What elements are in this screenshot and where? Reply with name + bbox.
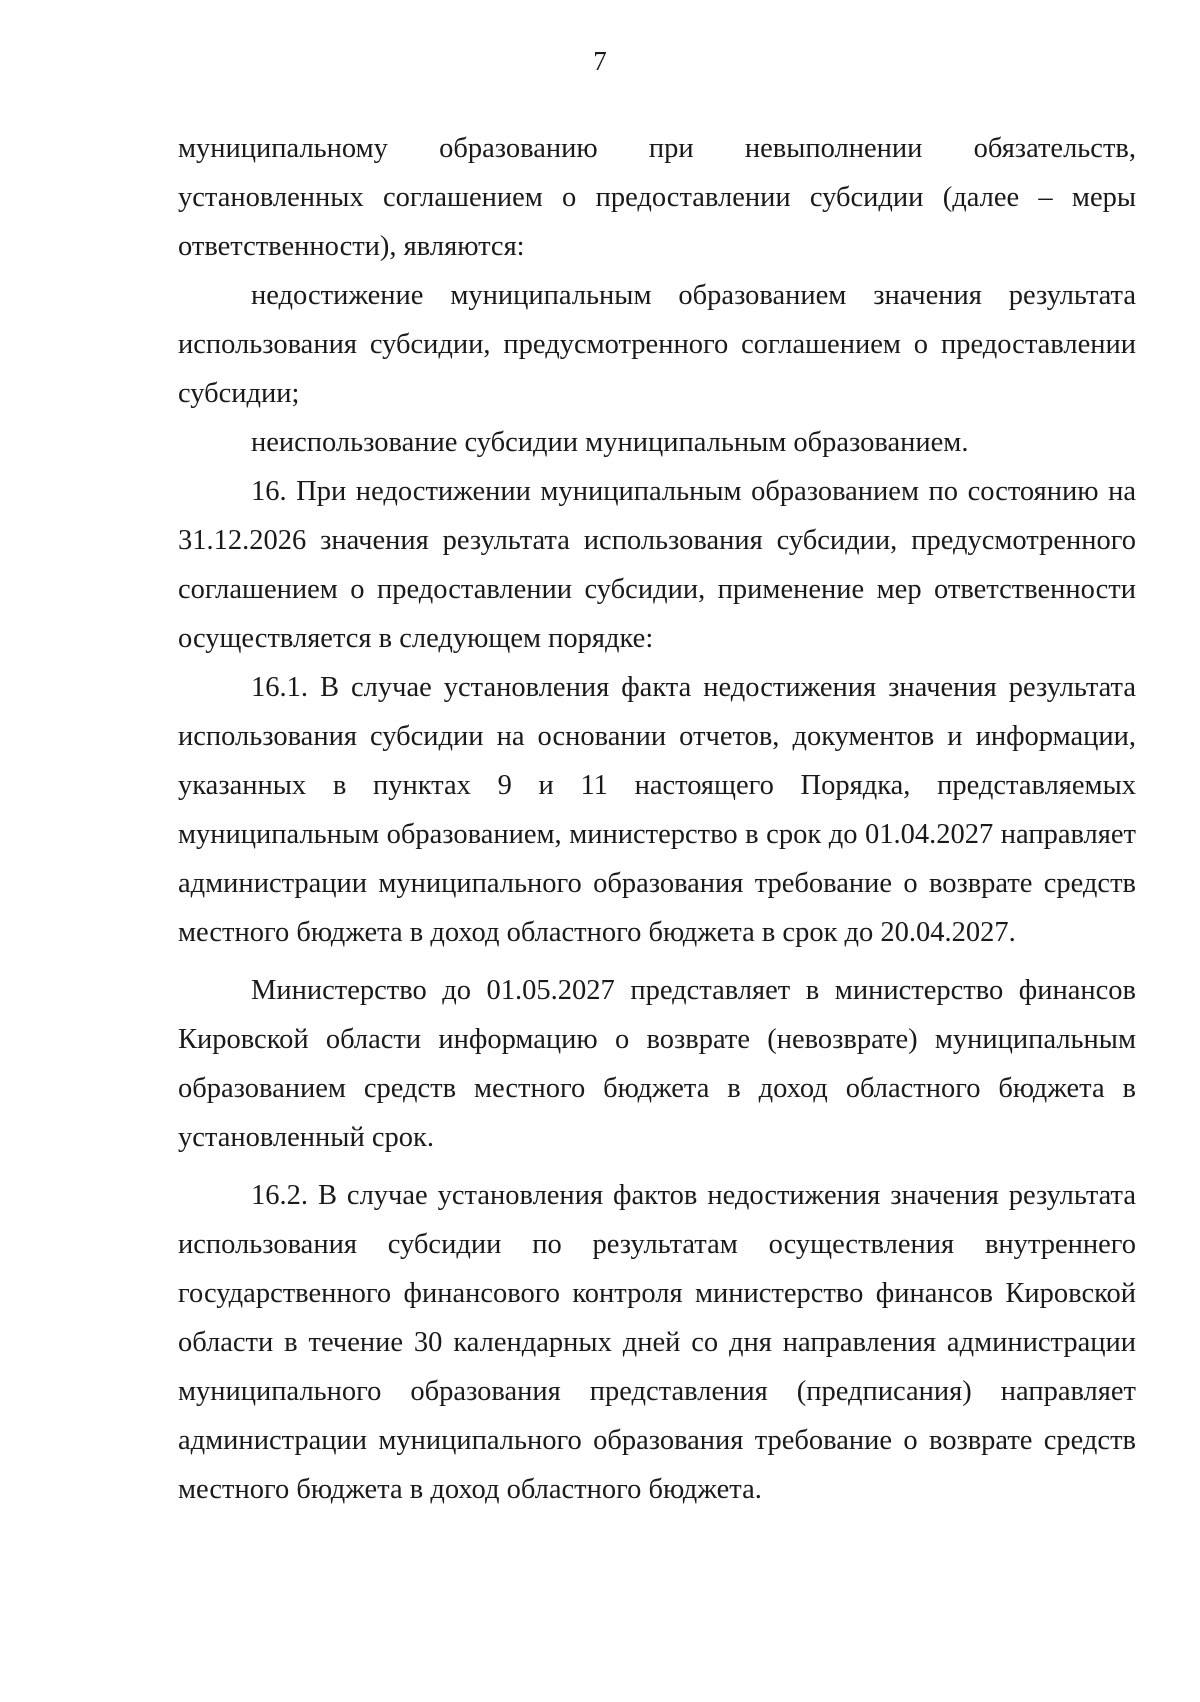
paragraph-clause-16-2: 16.2. В случае установления фактов недостижения значения результата использования субсидии по результатам осуществления внутреннего государственного финансового контроля министерство финансов Кировской области в течение 30 календарных дней со дня направления администрации муниципального образования представления (предписания) направляет администрации муниципального образования требование о возврате средств местного бюджета в доход областного бюджета. [178,1180,1136,1505]
document-body [178,124,1136,1514]
paragraph-ministry-report: Министерство до 01.05.2027 представляет в министерство финансов Кировской области информацию о возврате (невозврате) муниципальным образованием средств местного бюджета в доход областного бюджета в установленный срок. [178,975,1136,1153]
page-number: 7 [593,46,607,76]
paragraph-clause-16-1: 16.1. В случае установления факта недостижения значения результата использования субсидии на основании отчетов, документов и информации, указанных в пунктах 9 и 11 настоящего Порядка, представляемых муниципальным образованием, министерство в срок до 01.04.2027 направляет администрации муниципального образования требование о возврате средств местного бюджета в доход областного бюджета в срок до 20.04.2027. [178,672,1136,948]
paragraph-responsibility-ground-1: недостижение муниципальным образованием значения результата использования субсидии, предусмотренного соглашением о предоставлении субсидии; [178,280,1136,409]
paragraph-continuation: муниципальному образованию при невыполнении обязательств, установленных соглашением о предоставлении субсидии (далее – меры ответственности), являются: [178,133,1136,262]
paragraph-responsibility-ground-2: неиспользование субсидии муниципальным образованием. [251,427,969,458]
paragraph-clause-16: 16. При недостижении муниципальным образованием по состоянию на 31.12.2026 значения результата использования субсидии, предусмотренного соглашением о предоставлении субсидии, применение мер ответственности осуществляется в следующем порядке: [178,476,1136,654]
